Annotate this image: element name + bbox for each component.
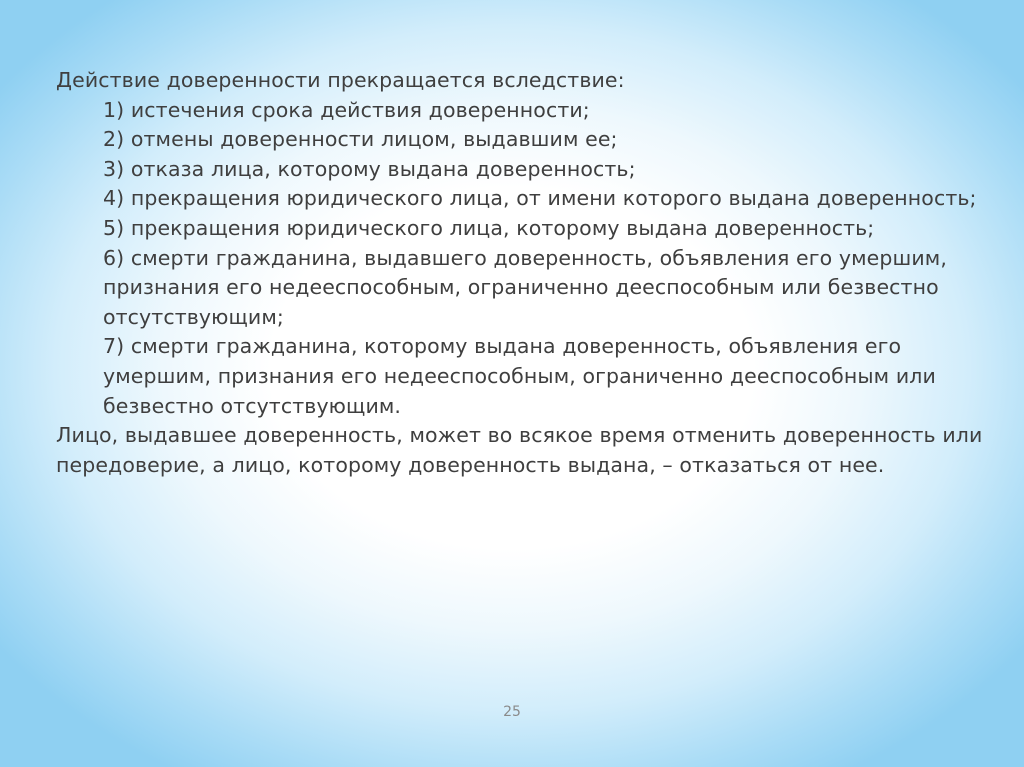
list-item: 4) прекращения юридического лица, от имени которого выдана доверенность;: [103, 186, 977, 211]
outro-text: Лицо, выдавшее доверенность, может во всякое время отменить доверенность или передоверие, а лицо, которому доверенность выдана, – отказаться от нее.: [56, 423, 983, 477]
list-item: 1) истечения срока действия доверенности;: [103, 97, 590, 122]
list-item: 7) смерти гражданина, которому выдана доверенность, объявления его умершим, признания его недееспособным, ограниченно дееспособным или безвестно отсутствующим.: [103, 334, 936, 418]
list-item: 5) прекращения юридического лица, которому выдана доверенность;: [103, 215, 875, 240]
list-item: 6) смерти гражданина, выдавшего доверенность, объявления его умершим, признания его недееспособным, ограниченно дееспособным или безвестно отсутствующим;: [103, 245, 947, 329]
intro-text: Действие доверенности прекращается вследствие:: [56, 68, 625, 92]
slide-body: [56, 66, 996, 480]
page-number: 25: [503, 704, 521, 720]
list-item: 3) отказа лица, которому выдана доверенность;: [103, 156, 636, 181]
list-item: 2) отмены доверенности лицом, выдавшим ее;: [103, 127, 618, 152]
